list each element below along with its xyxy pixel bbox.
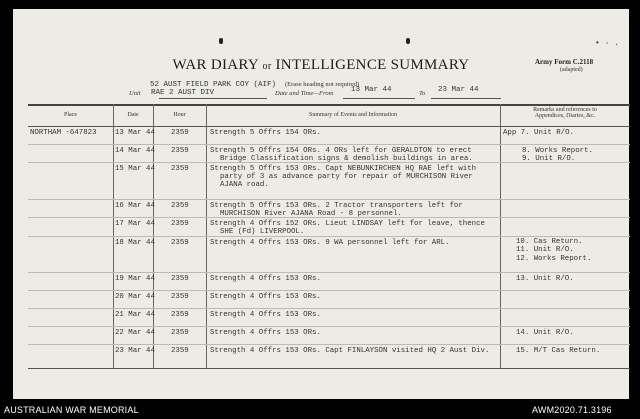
row-remarks: 12. Works Report. [516,255,592,263]
row-remarks: 8. Works Report. [522,147,593,155]
punch-hole [406,38,410,44]
row-summary: AJANA road. [220,181,269,189]
row-hour: 2359 [171,347,189,355]
unit-underline [159,98,267,99]
row-summary: Strength 4 Offrs 153 ORs. [210,293,321,301]
row-date: 17 Mar 44 [115,220,155,228]
row-summary: Strength 4 Offrs 153 ORs. 9 WA personnel left for ARL. [210,239,450,247]
date-label: Date and Time—From [275,90,334,97]
form-number: Army Form C.2118 [535,58,594,66]
row-summary: Strength 4 Offrs 153 ORs. [210,275,321,283]
punch-hole [219,38,223,44]
row-date: 23 Mar 44 [115,347,155,355]
row-hour: 2359 [171,220,189,228]
unit-typed: 52 AUST FIELD PARK COY (AIF) [150,81,277,89]
row-remarks: App 7. Unit R/O. [503,129,574,137]
row-hour: 2359 [171,202,189,210]
table-header-border [28,126,630,127]
row-remarks: 9. Unit R/O. [522,155,576,163]
row-remarks: 13. Unit R/O. [516,275,574,283]
row-date: 18 Mar 44 [115,239,155,247]
from-underline [343,98,415,99]
erase-note: (Erase heading not required) [285,81,360,88]
row-date: 22 Mar 44 [115,329,155,337]
row-remarks: 15. M/T Cas Return. [516,347,601,355]
row-date: 16 Mar 44 [115,202,155,210]
row-summary: Strength 4 Offrs 153 ORs. Capt FINLAYSON visited HQ 2 Aust Div. [210,347,490,355]
row-date: 14 Mar 44 [115,147,155,155]
row-hour: 2359 [171,165,189,173]
to-underline [431,98,501,99]
row-remarks: 14. Unit R/O. [516,329,574,337]
row-hour: 2359 [171,129,189,137]
row-summary: Strength 4 Offrs 152 ORs. Lieut LINDSAY left for leave, thence [210,220,485,228]
form-adapted: (adapted) [560,67,583,73]
row-line [28,236,630,237]
unit-value: RAE 2 AUST DIV [151,89,215,97]
row-hour: 2359 [171,329,189,337]
row-remarks: 11. Unit R/O. [516,246,574,254]
corner-mark: • · . [595,39,620,48]
row-summary: Strength 5 Offrs 154 ORs. 4 ORs left for GERALDTON to erect [210,147,472,155]
header-summary: Summary of Events and Information [309,112,397,118]
header-date: Date [127,112,139,118]
row-summary: Strength 4 Offrs 153 ORs. [210,329,321,337]
diary-page [13,9,629,399]
unit-label: Unit [129,90,141,97]
row-hour: 2359 [171,293,189,301]
page-title: WAR DIARY or INTELLIGENCE SUMMARY [172,57,470,73]
row-summary: Strength 4 Offrs 153 ORs. [210,311,321,319]
date-from: 13 Mar 44 [351,86,392,94]
row-line [28,326,630,327]
row-date: 20 Mar 44 [115,293,155,301]
row-summary: MURCHISON River AJANA Road - 8 personnel. [220,210,402,218]
row-hour: 2359 [171,239,189,247]
row-date: 13 Mar 44 [115,129,155,137]
footer-accession: AWM2020.71.3196 [532,405,612,415]
table-bottom-border [28,368,630,369]
row-summary: Bridge Classification signs & demolish buildings in area. [220,155,473,163]
row-line [28,144,630,145]
header-remarks: Remarks and references to Appendices, Diaries, &c. [533,107,597,119]
header-hour: Hour [173,112,186,118]
date-to: 23 Mar 44 [438,86,479,94]
row-line [28,344,630,345]
table-top-border [28,104,630,106]
row-line [28,308,630,309]
header-place: Place [64,112,77,118]
row-summary: Strength 5 Offrs 154 ORs. [210,129,321,137]
row-place: NORTHAM -647823 [30,129,97,137]
row-hour: 2359 [171,147,189,155]
row-summary: SHE (Fd) LIVERPOOL. [220,228,305,236]
row-line [28,199,630,200]
row-line [28,290,630,291]
to-label: To [419,90,426,97]
row-date: 21 Mar 44 [115,311,155,319]
row-line [28,272,630,273]
row-summary: party of 3 as advance party for repair of MURCHISON River [220,173,473,181]
footer-source: AUSTRALIAN WAR MEMORIAL [4,405,139,415]
row-date: 15 Mar 44 [115,165,155,173]
row-remarks: 10. Cas Return. [516,238,583,246]
row-hour: 2359 [171,311,189,319]
row-date: 19 Mar 44 [115,275,155,283]
row-summary: Strength 5 Offrs 153 ORs. Capt NEBUNKIRCHEN HQ RAE left with [210,165,477,173]
row-summary: Strength 5 Offrs 153 ORs. 2 Tractor transporters left for [210,202,463,210]
row-hour: 2359 [171,275,189,283]
